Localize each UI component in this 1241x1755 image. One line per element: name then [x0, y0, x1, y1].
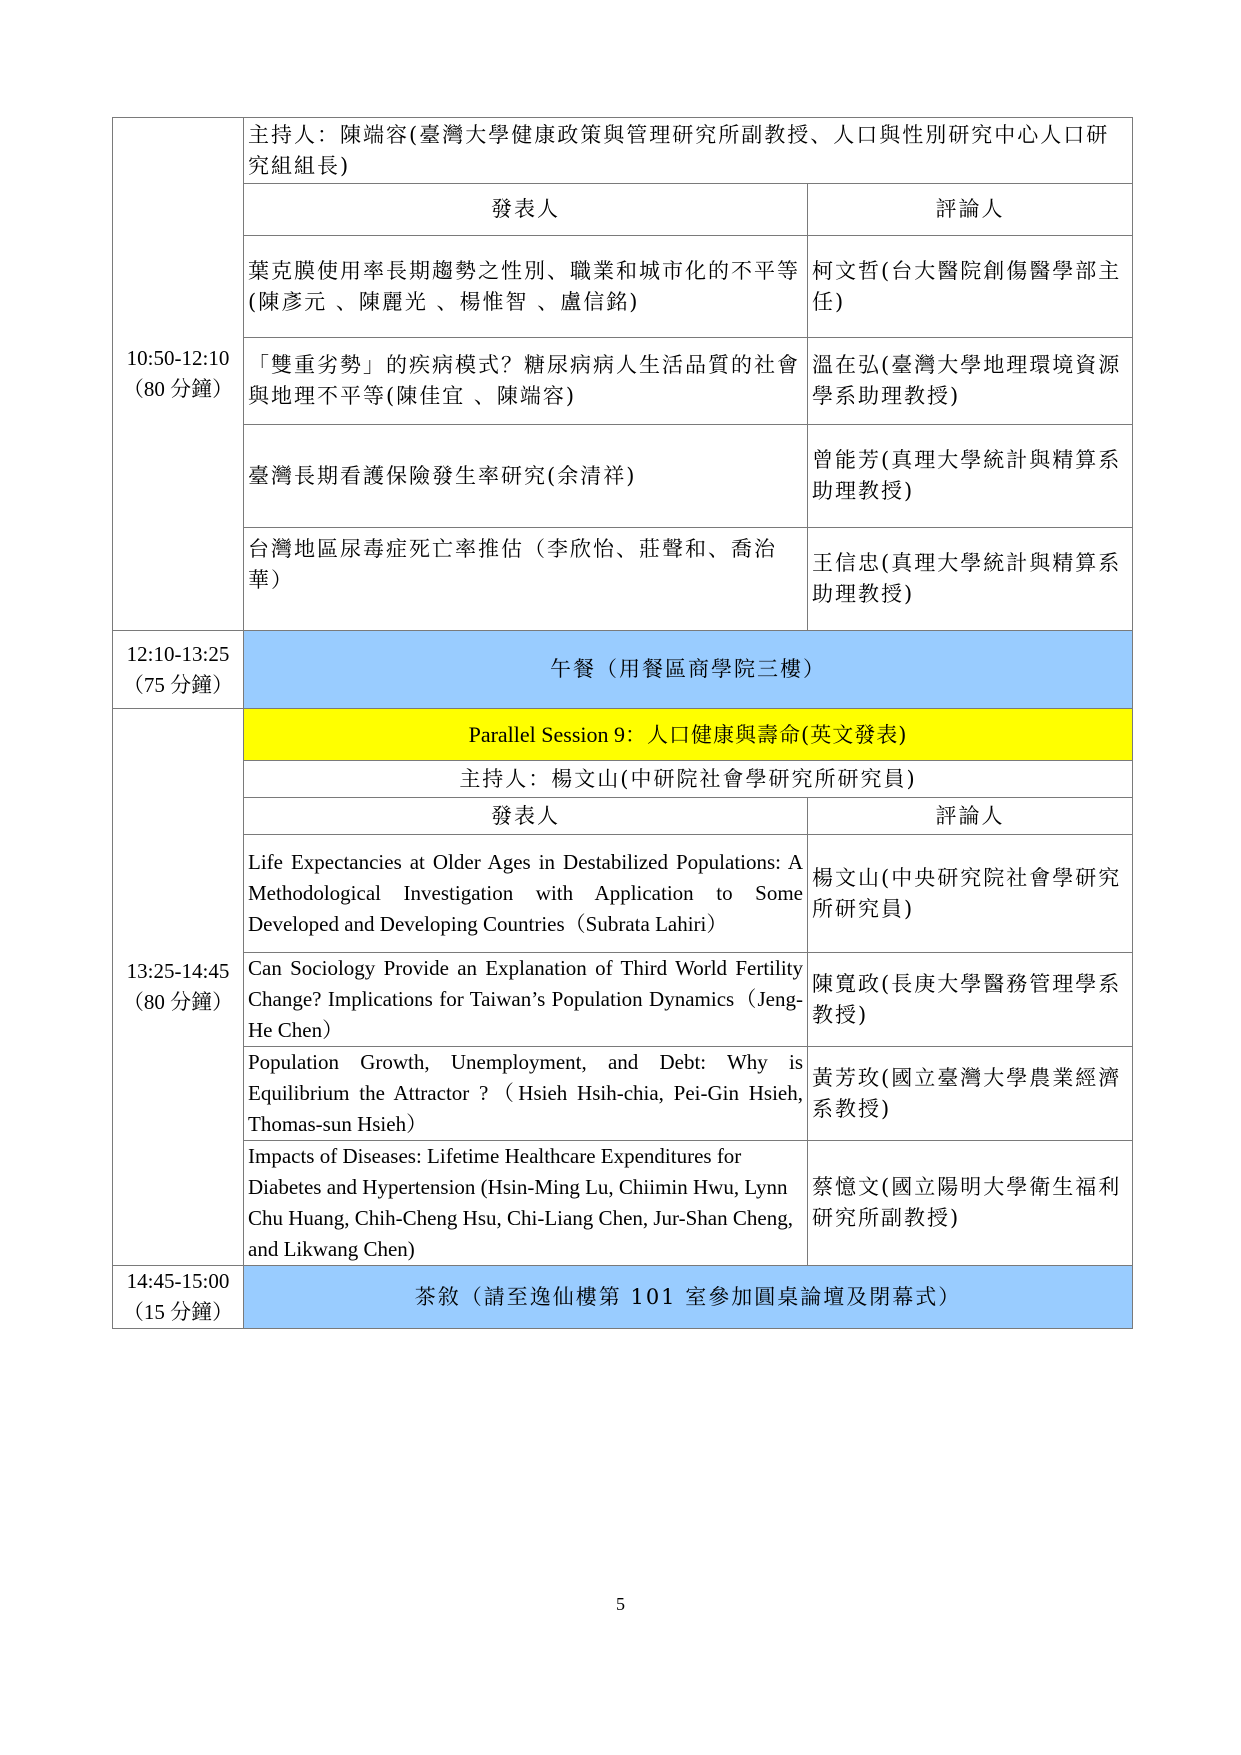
tea-time-cell: [113, 1266, 244, 1329]
discussant-cell: 柯文哲(台大醫院創傷醫學部主任): [808, 236, 1133, 338]
session-9-header-row: [113, 798, 1133, 835]
presentation-cell: 台灣地區尿毒症死亡率推估（李欣怡、莊聲和、喬治華）: [244, 528, 808, 631]
discussant-cell: 蔡憶文(國立陽明大學衛生福利研究所副教授): [808, 1141, 1133, 1266]
tea-label: 茶敘（請至逸仙樓第 101 室參加圓桌論壇及閉幕式）: [244, 1266, 1133, 1329]
discussant-cell: 黃芳玫(國立臺灣大學農業經濟系教授): [808, 1047, 1133, 1141]
session-9-moderator-row: [113, 761, 1133, 798]
session-9-title-row: [113, 709, 1133, 761]
lunch-time-cell: [113, 631, 244, 709]
tea-duration: （15 分鐘）: [122, 1300, 234, 1324]
table-row: [113, 1047, 1133, 1141]
table-row: [113, 338, 1133, 425]
session-9-time-range: 13:25-14:45: [126, 959, 230, 983]
table-row: [113, 1141, 1133, 1266]
session-a-duration: （80 分鐘）: [122, 377, 234, 401]
session-9-title-zh: ：人口健康與壽命(英文發表): [625, 722, 908, 747]
session-9-duration: （80 分鐘）: [122, 990, 234, 1014]
session-9-presenter-header: 發表人: [244, 798, 808, 835]
table-row: [113, 835, 1133, 953]
table-row: [113, 953, 1133, 1047]
session-a-header-row: [113, 184, 1133, 236]
session-a-moderator-row: [113, 118, 1133, 184]
table-row: [113, 425, 1133, 528]
presentation-cell: Population Growth, Unemployment, and Debt: Why is Equilibrium the Attractor ?（Hsieh Hsih-chia, Pei-Gin Hsieh, Thomas-sun Hsieh）: [244, 1047, 808, 1141]
session-a-moderator: 主持人：陳端容(臺灣大學健康政策與管理研究所副教授、人口與性別研究中心人口研究組組長): [244, 118, 1133, 184]
session-a-time-range: 10:50-12:10: [126, 346, 230, 370]
presentation-cell: Impacts of Diseases: Lifetime Healthcare Expenditures for Diabetes and Hypertension (Hsin-Ming Lu, Chiimin Hwu, Lynn Chu Huang, Chih-Cheng Hsu, Chi-Liang Chen, Jur-Shan Cheng, and Likwang Chen): [244, 1141, 808, 1266]
page-number: 5: [616, 1594, 625, 1614]
lunch-label: 午餐（用餐區商學院三樓）: [244, 631, 1133, 709]
presentation-cell: Life Expectancies at Older Ages in Destabilized Populations: A Methodological Investigation with Application to Some Developed and Developing Countries（Subrata Lahiri）: [244, 835, 808, 953]
discussant-cell: 楊文山(中央研究院社會學研究所研究員): [808, 835, 1133, 953]
session-9-title-en: Parallel Session 9: [468, 721, 626, 747]
session-9-discussant-header: 評論人: [808, 798, 1133, 835]
presentation-cell: 葉克膜使用率長期趨勢之性別、職業和城市化的不平等(陳彥元 、陳麗光 、楊惟智 、盧信銘): [244, 236, 808, 338]
session-a-presenter-header: 發表人: [244, 184, 808, 236]
presentation-cell: Can Sociology Provide an Explanation of Third World Fertility Change? Implications for Taiwan’s Population Dynamics（Jeng-He Chen）: [244, 953, 808, 1047]
discussant-cell: 王信忠(真理大學統計與精算系助理教授): [808, 528, 1133, 631]
lunch-duration: （75 分鐘）: [122, 672, 234, 697]
session-9-time-cell: [113, 709, 244, 1266]
session-a-time-cell: [113, 118, 244, 631]
table-row: [113, 236, 1133, 338]
schedule-table: [112, 117, 1133, 1329]
session-9-title: [244, 709, 1133, 761]
discussant-cell: 溫在弘(臺灣大學地理環境資源學系助理教授): [808, 338, 1133, 425]
lunch-row: [113, 631, 1133, 709]
discussant-cell: 陳寬政(長庚大學醫務管理學系教授): [808, 953, 1133, 1047]
lunch-time-range: 12:10-13:25: [126, 641, 230, 666]
discussant-cell: 曾能芳(真理大學統計與精算系助理教授): [808, 425, 1133, 528]
session-9-moderator: 主持人：楊文山(中研院社會學研究所研究員): [244, 761, 1133, 798]
tea-time-range: 14:45-15:00: [126, 1269, 230, 1293]
presentation-cell: 「雙重劣勢」的疾病模式？糖尿病病人生活品質的社會與地理不平等(陳佳宜 、陳端容): [244, 338, 808, 425]
tea-row: [113, 1266, 1133, 1329]
presentation-cell: 臺灣長期看護保險發生率研究(余清祥): [244, 425, 808, 528]
table-row: [113, 528, 1133, 631]
session-a-discussant-header: 評論人: [808, 184, 1133, 236]
